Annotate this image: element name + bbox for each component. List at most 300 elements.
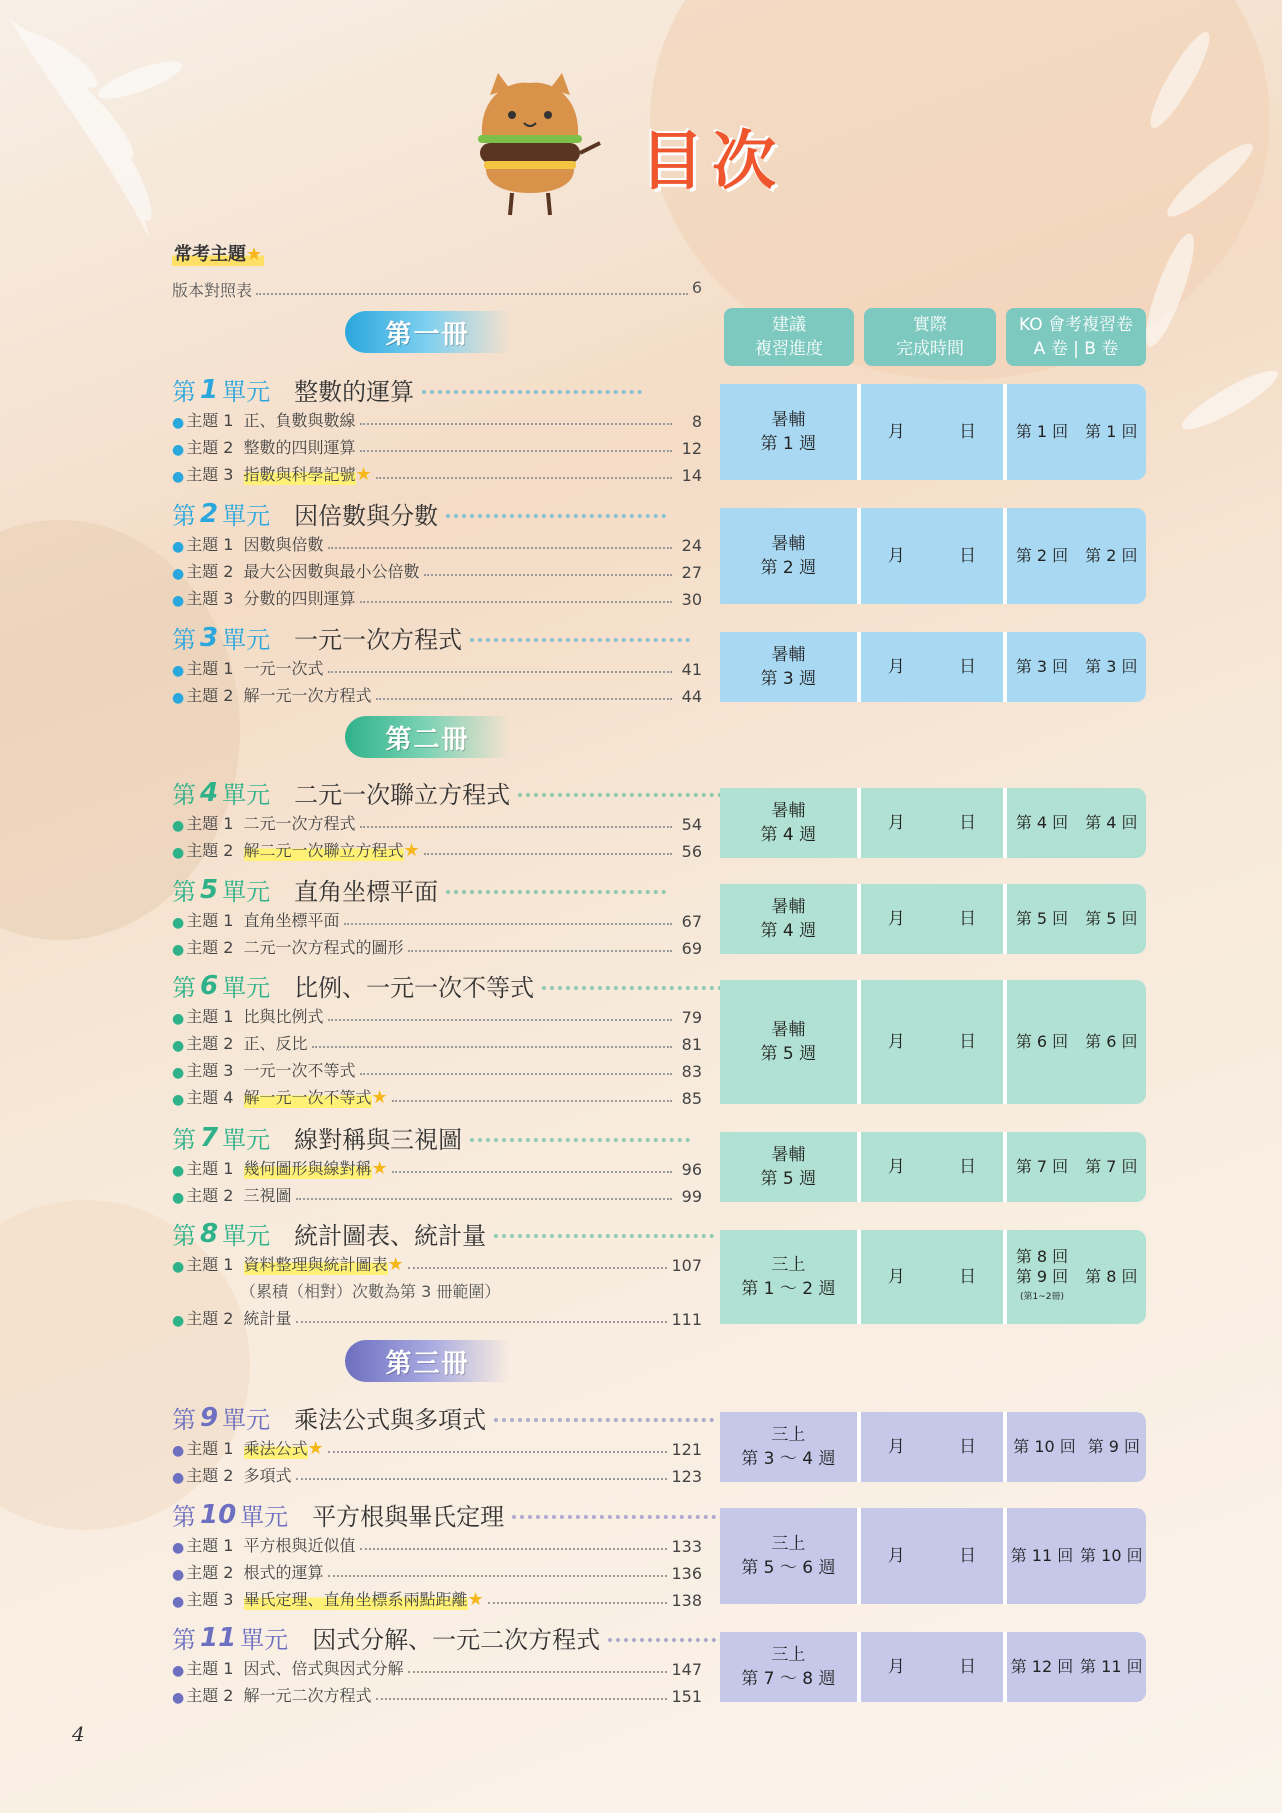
dot-leader bbox=[360, 423, 672, 425]
topic-row[interactable] bbox=[172, 532, 702, 555]
bullet-icon: ● bbox=[172, 566, 185, 582]
dot-leader bbox=[446, 514, 666, 518]
paper-a bbox=[1016, 422, 1068, 442]
suggested-schedule bbox=[720, 1632, 857, 1702]
day-field[interactable]: 日 bbox=[959, 546, 977, 566]
bullet-icon: ● bbox=[172, 1663, 185, 1679]
schedule-week: 第 5 ～ 6 週 bbox=[741, 1558, 836, 1578]
day-field[interactable]: 日 bbox=[959, 422, 977, 442]
day-field[interactable]: 日 bbox=[959, 657, 977, 677]
topic-row[interactable] bbox=[172, 656, 702, 679]
version-table-page: 6 bbox=[691, 278, 702, 297]
unit-prefix: 第 bbox=[172, 1126, 196, 1154]
dot-leader bbox=[392, 1171, 672, 1173]
paper-b-label: 第 11 回 bbox=[1080, 1657, 1143, 1676]
paper-a-label: 第 11 回 bbox=[1010, 1546, 1074, 1565]
bullet-icon: ● bbox=[172, 539, 185, 555]
bullet-icon: ● bbox=[172, 1540, 185, 1556]
unit-number: 11 bbox=[200, 1622, 237, 1653]
unit-number: 8 bbox=[200, 1218, 219, 1249]
unit-suffix: 單元 bbox=[222, 1406, 271, 1434]
schedule-term: 暑輔 bbox=[771, 534, 806, 554]
topic-row[interactable] bbox=[172, 1587, 702, 1610]
topic-name: 因式、倍式與因式分解 bbox=[243, 1659, 404, 1678]
dot-leader bbox=[424, 574, 672, 576]
topic-row[interactable] bbox=[172, 683, 702, 706]
topic-row[interactable] bbox=[172, 435, 702, 458]
star-icon: ★ bbox=[467, 1589, 484, 1610]
suggested-schedule bbox=[720, 1230, 857, 1324]
suggested-schedule bbox=[720, 1508, 857, 1604]
topic-tag: 主題 1 bbox=[186, 1255, 234, 1274]
review-schedule-row bbox=[720, 384, 1146, 480]
dot-leader bbox=[376, 1698, 668, 1700]
day-field[interactable]: 日 bbox=[959, 1437, 977, 1457]
dot-leader bbox=[376, 698, 672, 700]
topic-page: 54 bbox=[681, 815, 702, 834]
topic-tag: 主題 1 bbox=[186, 911, 234, 930]
unit-suffix: 單元 bbox=[240, 1626, 289, 1654]
topic-name: 乘法公式 bbox=[244, 1436, 308, 1459]
unit-title[interactable] bbox=[172, 1120, 690, 1155]
unit-name: 二元一次聯立方程式 bbox=[294, 781, 511, 809]
volume-banner-1: 第一冊 bbox=[345, 311, 510, 353]
schedule-term: 暑輔 bbox=[771, 801, 806, 821]
day-field[interactable]: 日 bbox=[959, 1157, 977, 1177]
topic-row[interactable] bbox=[172, 1656, 702, 1679]
unit-suffix: 單元 bbox=[222, 502, 271, 530]
dot-leader bbox=[376, 477, 672, 479]
dot-leader bbox=[408, 950, 672, 952]
page-number: 4 bbox=[72, 1722, 85, 1746]
topic-page: 27 bbox=[681, 563, 702, 582]
topic-name: 統計量 bbox=[243, 1309, 292, 1328]
month-field[interactable]: 月 bbox=[887, 1657, 905, 1677]
actual-completion[interactable] bbox=[857, 884, 1008, 954]
ko-review-papers bbox=[1007, 632, 1146, 702]
dot-leader bbox=[296, 1198, 672, 1200]
schedule-week: 第 7 ～ 8 週 bbox=[741, 1669, 836, 1689]
suggested-schedule bbox=[720, 1132, 857, 1202]
unit-suffix: 單元 bbox=[222, 626, 271, 654]
topic-name: 二元一次方程式 bbox=[243, 814, 356, 833]
unit-suffix: 單元 bbox=[222, 1126, 271, 1154]
topic-tag: 主題 2 bbox=[186, 686, 234, 705]
paper-a-label: 第 6 回 bbox=[1015, 1032, 1069, 1051]
topic-page: 30 bbox=[681, 590, 702, 609]
header-actual-line2: 完成時間 bbox=[896, 339, 964, 359]
day-field[interactable]: 日 bbox=[959, 1657, 977, 1677]
ko-review-papers bbox=[1007, 884, 1146, 954]
ko-review-papers bbox=[1007, 1632, 1146, 1702]
topic-tag: 主題 3 bbox=[186, 1590, 234, 1609]
ko-review-papers bbox=[1007, 980, 1146, 1104]
month-field[interactable]: 月 bbox=[887, 1032, 905, 1052]
actual-completion[interactable] bbox=[857, 1412, 1008, 1482]
unit-number: 2 bbox=[200, 498, 219, 529]
topic-tag: 主題 2 bbox=[186, 841, 234, 860]
bullet-icon: ● bbox=[172, 593, 185, 609]
topic-row[interactable] bbox=[172, 908, 702, 931]
dot-leader bbox=[296, 1321, 668, 1323]
unit-title[interactable] bbox=[172, 1216, 714, 1251]
topic-row[interactable] bbox=[172, 1306, 702, 1329]
schedule-term: 三上 bbox=[771, 1645, 806, 1665]
topic-row[interactable] bbox=[172, 462, 702, 485]
dot-leader bbox=[328, 671, 672, 673]
unit-title[interactable] bbox=[172, 775, 738, 810]
header-ko-line1: KO 會考複習卷 bbox=[1018, 315, 1133, 335]
topic-tag: 主題 2 bbox=[186, 1186, 234, 1205]
schedule-week: 第 5 週 bbox=[760, 1169, 817, 1189]
unit-number: 9 bbox=[200, 1402, 219, 1433]
topic-name: 多項式 bbox=[243, 1466, 292, 1485]
suggested-schedule bbox=[720, 788, 857, 858]
topic-row[interactable] bbox=[172, 1058, 702, 1081]
topic-tag: 主題 1 bbox=[186, 1007, 234, 1026]
schedule-week: 第 1 ～ 2 週 bbox=[741, 1279, 836, 1299]
topic-page: 151 bbox=[671, 1687, 702, 1706]
month-field[interactable]: 月 bbox=[887, 1546, 905, 1566]
actual-completion[interactable] bbox=[857, 384, 1008, 480]
dot-leader bbox=[360, 826, 672, 828]
unit-prefix: 第 bbox=[172, 1626, 196, 1654]
dot-leader bbox=[518, 793, 738, 797]
topic-name: 整數的四則運算 bbox=[243, 438, 356, 457]
review-schedule-row bbox=[720, 1508, 1146, 1604]
topic-name: 解一元一次方程式 bbox=[243, 686, 372, 705]
bullet-icon: ● bbox=[172, 415, 185, 431]
ko-review-papers bbox=[1007, 788, 1146, 858]
schedule-week: 第 4 週 bbox=[760, 825, 817, 845]
topic-name: 解一元二次方程式 bbox=[243, 1686, 372, 1705]
actual-completion[interactable] bbox=[857, 1132, 1008, 1202]
paper-a-label: 第 8 回 bbox=[1015, 1247, 1069, 1266]
topic-name: 畢氏定理、直角坐標系兩點距離 bbox=[244, 1587, 468, 1610]
paper-a-label: 第 4 回 bbox=[1015, 813, 1069, 832]
topic-tag: 主題 1 bbox=[186, 1439, 234, 1458]
topic-row[interactable] bbox=[172, 408, 702, 431]
schedule-week: 第 3 ～ 4 週 bbox=[741, 1449, 836, 1469]
month-field[interactable]: 月 bbox=[887, 657, 905, 677]
schedule-term: 三上 bbox=[771, 1534, 806, 1554]
actual-completion[interactable] bbox=[857, 1230, 1008, 1324]
frequent-topics-text: 常考主題 bbox=[174, 244, 246, 265]
suggested-schedule bbox=[720, 884, 857, 954]
dot-leader bbox=[488, 1602, 668, 1604]
review-schedule-row bbox=[720, 508, 1146, 604]
topic-tag: 主題 2 bbox=[186, 1034, 234, 1053]
topic-page: 14 bbox=[681, 466, 702, 485]
star-icon: ★ bbox=[355, 464, 372, 485]
paper-b-label: 第 6 回 bbox=[1085, 1032, 1138, 1051]
star-icon: ★ bbox=[307, 1438, 324, 1459]
actual-completion[interactable] bbox=[857, 1632, 1008, 1702]
topic-page: 133 bbox=[671, 1537, 702, 1556]
topic-page: 96 bbox=[681, 1160, 702, 1179]
topic-tag: 主題 2 bbox=[186, 1563, 234, 1582]
bullet-icon: ● bbox=[172, 845, 185, 861]
unit-number: 6 bbox=[200, 970, 219, 1001]
unit-name: 比例、一元一次不等式 bbox=[294, 974, 535, 1002]
dot-leader bbox=[424, 853, 672, 855]
unit-prefix: 第 bbox=[172, 378, 196, 406]
topic-row[interactable] bbox=[172, 838, 702, 861]
unit-suffix: 單元 bbox=[222, 1222, 271, 1250]
unit-name: 因式分解、一元二次方程式 bbox=[312, 1626, 601, 1654]
topic-name: 正、負數與數線 bbox=[243, 411, 356, 430]
paper-b-label: 第 3 回 bbox=[1085, 657, 1138, 676]
topic-tag: 主題 1 bbox=[186, 1159, 234, 1178]
dot-leader bbox=[470, 638, 690, 642]
dot-leader bbox=[328, 1019, 672, 1021]
topic-page: 99 bbox=[681, 1187, 702, 1206]
topic-row[interactable] bbox=[172, 586, 702, 609]
paper-a bbox=[1013, 1437, 1076, 1457]
topic-page: 24 bbox=[681, 536, 702, 555]
bullet-icon: ● bbox=[172, 1065, 185, 1081]
unit-suffix: 單元 bbox=[222, 974, 271, 1002]
dot-leader bbox=[422, 390, 642, 394]
schedule-term: 暑輔 bbox=[771, 1145, 806, 1165]
topic-row[interactable] bbox=[172, 1560, 702, 1583]
dot-leader bbox=[296, 1478, 668, 1480]
topic-page: 41 bbox=[681, 660, 702, 679]
unit-name: 整數的運算 bbox=[294, 378, 415, 406]
actual-completion[interactable] bbox=[857, 980, 1008, 1104]
day-field[interactable]: 日 bbox=[959, 909, 977, 929]
unit-title[interactable] bbox=[172, 968, 762, 1003]
unit-suffix: 單元 bbox=[222, 378, 271, 406]
topic-row[interactable] bbox=[172, 1436, 702, 1459]
topic-row[interactable] bbox=[172, 1463, 702, 1486]
bullet-icon: ● bbox=[172, 1011, 185, 1027]
topic-tag: 主題 1 bbox=[186, 1659, 234, 1678]
schedule-week: 第 2 週 bbox=[760, 558, 817, 578]
star-icon: ★ bbox=[371, 1087, 388, 1108]
month-field[interactable]: 月 bbox=[887, 813, 905, 833]
month-field[interactable]: 月 bbox=[887, 1157, 905, 1177]
unit-suffix: 單元 bbox=[222, 781, 271, 809]
month-field[interactable]: 月 bbox=[887, 909, 905, 929]
topic-name: 資料整理與統計圖表 bbox=[244, 1252, 388, 1275]
topic-page: 111 bbox=[671, 1310, 702, 1329]
dot-leader bbox=[360, 450, 672, 452]
topic-tag: 主題 3 bbox=[186, 589, 234, 608]
bullet-icon: ● bbox=[172, 915, 185, 931]
dot-leader bbox=[512, 1515, 732, 1519]
paper-b-label: 第 5 回 bbox=[1085, 909, 1138, 928]
paper-b-label: 第 10 回 bbox=[1080, 1546, 1143, 1565]
paper-a-note: (第1~2冊) bbox=[1019, 1292, 1064, 1302]
month-field[interactable]: 月 bbox=[887, 1267, 905, 1287]
unit-title[interactable] bbox=[172, 496, 666, 531]
suggested-schedule bbox=[720, 632, 857, 702]
topic-page: 79 bbox=[681, 1008, 702, 1027]
topic-name: 正、反比 bbox=[243, 1034, 308, 1053]
topic-page: 69 bbox=[681, 939, 702, 958]
dot-leader bbox=[494, 1234, 714, 1238]
topic-name: 直角坐標平面 bbox=[243, 911, 340, 930]
topic-name: 因數與倍數 bbox=[243, 535, 324, 554]
bullet-icon: ● bbox=[172, 1163, 185, 1179]
topic-name: 分數的四則運算 bbox=[243, 589, 356, 608]
topic-page: 67 bbox=[681, 912, 702, 931]
paper-a bbox=[1016, 546, 1068, 566]
bullet-icon: ● bbox=[172, 942, 185, 958]
unit-name: 平方根與畢氏定理 bbox=[312, 1503, 505, 1531]
schedule-term: 三上 bbox=[771, 1425, 806, 1445]
review-schedule-row bbox=[720, 1412, 1146, 1482]
paper-a bbox=[1016, 1032, 1068, 1052]
star-icon: ★ bbox=[387, 1254, 404, 1275]
unit-title[interactable] bbox=[172, 1400, 714, 1435]
unit-name: 統計圖表、統計量 bbox=[294, 1222, 487, 1250]
dot-leader bbox=[328, 1451, 668, 1453]
topic-page: 107 bbox=[671, 1256, 702, 1275]
unit-prefix: 第 bbox=[172, 1222, 196, 1250]
topic-page: 56 bbox=[681, 842, 702, 861]
volume-banner-3: 第三冊 bbox=[345, 1340, 510, 1382]
topic-tag: 主題 2 bbox=[186, 438, 234, 457]
dot-leader bbox=[256, 278, 688, 295]
bullet-icon: ● bbox=[172, 469, 185, 485]
unit-name: 因倍數與分數 bbox=[294, 502, 439, 530]
topic-page: 12 bbox=[681, 439, 702, 458]
header-suggested-line1: 建議 bbox=[772, 315, 806, 335]
review-schedule-row bbox=[720, 1132, 1146, 1202]
topic-note: （累積（相對）次數為第 3 冊範圍） bbox=[240, 1282, 501, 1301]
unit-prefix: 第 bbox=[172, 1503, 196, 1531]
review-schedule-row bbox=[720, 980, 1146, 1104]
topic-row[interactable] bbox=[172, 1004, 702, 1027]
dot-leader bbox=[408, 1671, 668, 1673]
topic-row[interactable] bbox=[172, 811, 702, 834]
paper-a bbox=[1016, 909, 1068, 929]
schedule-term: 暑輔 bbox=[771, 897, 806, 917]
topic-tag: 主題 1 bbox=[186, 535, 234, 554]
dot-leader bbox=[312, 1046, 672, 1048]
month-field[interactable]: 月 bbox=[887, 1437, 905, 1457]
topic-row[interactable] bbox=[172, 935, 702, 958]
unit-number: 10 bbox=[200, 1499, 237, 1530]
topic-tag: 主題 2 bbox=[186, 1466, 234, 1485]
ko-review-papers bbox=[1007, 1132, 1146, 1202]
topic-name: 一元一次不等式 bbox=[243, 1061, 356, 1080]
topic-page: 85 bbox=[681, 1089, 702, 1108]
day-field[interactable]: 日 bbox=[959, 1267, 977, 1287]
actual-completion[interactable] bbox=[857, 508, 1008, 604]
unit-number: 4 bbox=[200, 777, 219, 808]
review-schedule-row bbox=[720, 632, 1146, 702]
suggested-schedule bbox=[720, 980, 857, 1104]
dot-leader bbox=[494, 1418, 714, 1422]
paper-b-label: 第 8 回 bbox=[1085, 1267, 1138, 1286]
schedule-week: 第 5 週 bbox=[760, 1044, 817, 1064]
topic-row[interactable] bbox=[172, 1533, 702, 1556]
month-field[interactable]: 月 bbox=[887, 546, 905, 566]
day-field[interactable]: 日 bbox=[959, 1546, 977, 1566]
paper-a bbox=[1016, 1157, 1068, 1177]
star-icon: ★ bbox=[371, 1158, 388, 1179]
actual-completion[interactable] bbox=[857, 1508, 1008, 1604]
topic-page: 83 bbox=[681, 1062, 702, 1081]
burger-cat-mascot bbox=[450, 65, 610, 225]
topic-page: 123 bbox=[671, 1467, 702, 1486]
star-icon: ★ bbox=[403, 840, 420, 861]
unit-prefix: 第 bbox=[172, 502, 196, 530]
dot-leader bbox=[344, 923, 672, 925]
review-schedule-row bbox=[720, 1230, 1146, 1324]
topic-name: 根式的運算 bbox=[243, 1563, 324, 1582]
paper-a-label: 第 5 回 bbox=[1015, 909, 1069, 928]
unit-name: 乘法公式與多項式 bbox=[294, 1406, 487, 1434]
ko-review-papers bbox=[1007, 1230, 1146, 1324]
topic-row[interactable] bbox=[172, 1031, 702, 1054]
bullet-icon: ● bbox=[172, 1690, 185, 1706]
topic-row[interactable] bbox=[172, 1683, 702, 1706]
ko-review-papers bbox=[1007, 1412, 1146, 1482]
dot-leader bbox=[470, 1138, 690, 1142]
page-title: 目次 bbox=[640, 125, 784, 199]
ko-review-papers bbox=[1007, 508, 1146, 604]
topic-row[interactable] bbox=[172, 1085, 702, 1108]
unit-title[interactable] bbox=[172, 620, 690, 655]
unit-title[interactable] bbox=[172, 1497, 732, 1532]
topic-name: 二元一次方程式的圖形 bbox=[243, 938, 404, 957]
month-field[interactable]: 月 bbox=[887, 422, 905, 442]
day-field[interactable]: 日 bbox=[959, 813, 977, 833]
unit-number: 3 bbox=[200, 622, 219, 653]
topic-name: 幾何圖形與線對稱 bbox=[244, 1156, 372, 1179]
bullet-icon: ● bbox=[172, 1443, 185, 1459]
dot-leader bbox=[360, 1073, 672, 1075]
topic-name: 解一元一次不等式 bbox=[244, 1085, 372, 1108]
unit-prefix: 第 bbox=[172, 878, 196, 906]
unit-title[interactable] bbox=[172, 372, 642, 407]
paper-a bbox=[1011, 1546, 1074, 1566]
paper-a-label: 第 12 回 bbox=[1010, 1657, 1074, 1676]
unit-prefix: 第 bbox=[172, 781, 196, 809]
paper-a-label: 第 10 回 bbox=[1013, 1437, 1076, 1456]
topic-tag: 主題 4 bbox=[186, 1088, 234, 1107]
schedule-term: 暑輔 bbox=[771, 410, 806, 430]
actual-completion[interactable] bbox=[857, 788, 1008, 858]
star-icon: ★ bbox=[246, 244, 263, 265]
topic-row[interactable] bbox=[172, 1183, 702, 1206]
paper-a2-label: 第 9 回 bbox=[1015, 1267, 1069, 1286]
schedule-term: 暑輔 bbox=[771, 645, 806, 665]
day-field[interactable]: 日 bbox=[959, 1032, 977, 1052]
paper-a bbox=[1016, 1247, 1068, 1307]
unit-name: 直角坐標平面 bbox=[294, 878, 439, 906]
topic-tag: 主題 1 bbox=[186, 659, 234, 678]
topic-page: 138 bbox=[671, 1591, 702, 1610]
paper-a bbox=[1011, 1657, 1074, 1677]
topic-row[interactable] bbox=[172, 1252, 702, 1275]
unit-title[interactable] bbox=[172, 872, 666, 907]
unit-number: 1 bbox=[200, 374, 219, 405]
topic-row[interactable] bbox=[172, 559, 702, 582]
review-schedule-row bbox=[720, 1632, 1146, 1702]
topic-tag: 主題 1 bbox=[186, 814, 234, 833]
actual-completion[interactable] bbox=[857, 632, 1008, 702]
header-actual bbox=[864, 308, 996, 366]
version-table-row[interactable] bbox=[172, 278, 702, 301]
topic-row[interactable] bbox=[172, 1156, 702, 1179]
topic-tag: 主題 3 bbox=[186, 465, 234, 484]
topic-name: 最大公因數與最小公倍數 bbox=[243, 562, 420, 581]
